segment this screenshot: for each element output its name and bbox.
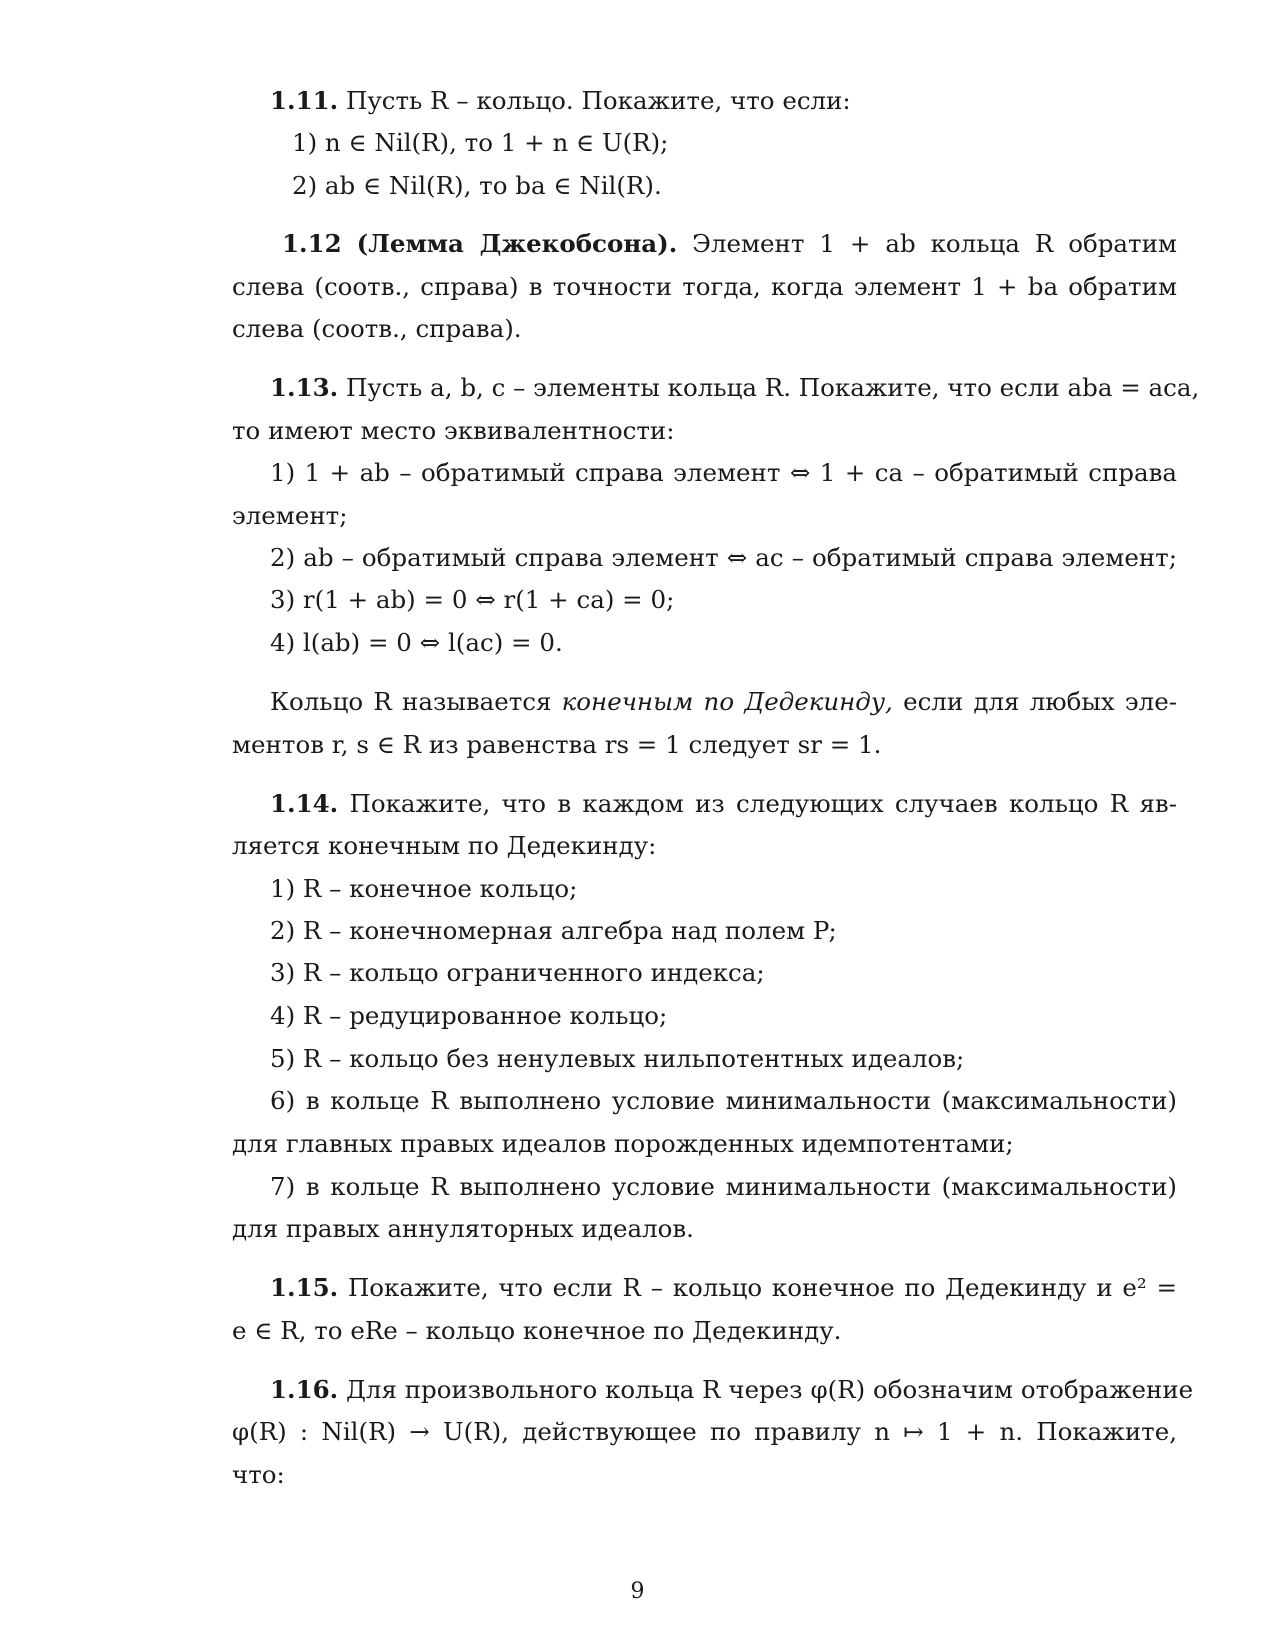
problem-1-13-item-3: 3) r(1 + ab) = 0 ⇔ r(1 + ca) = 0; (270, 585, 675, 614)
problem-1-15-line-2: e ∈ R, то eRe – кольцо конечное по Дедекинду. (232, 1316, 842, 1345)
problem-1-14-line-1: 1.14. Покажите, что в каждом из следующих случаев кольцо R яв- (270, 789, 1177, 818)
problem-number: 1.11. (270, 86, 339, 115)
definition-line-1: Кольцо R называется конечным по Дедекинду, если для любых эле- (270, 687, 1177, 716)
problem-1-14-item-7: 7) в кольце R выполнено условие минимальности (максимальности) (270, 1172, 1177, 1201)
problem-1-14-item-3: 3) R – кольцо ограниченного индекса; (270, 958, 765, 987)
problem-1-13-item-1-cont: элемент; (232, 501, 348, 530)
problem-1-13-line-1: 1.13. Пусть a, b, c – элементы кольца R. Покажите, что если aba = aca, (270, 373, 1200, 402)
lemma-title: (Лемма Джекобсона). (356, 229, 678, 258)
problem-1-14-item-6: 6) в кольце R выполнено условие минимальности (максимальности) (270, 1086, 1177, 1115)
problem-1-16-line-3: что: (232, 1460, 285, 1489)
document-page (232, 0, 1200, 1651)
problem-1-16-line-2: φ(R) : Nil(R) → U(R), действующее по правилу n ↦ 1 + n. Покажите, (232, 1417, 1177, 1446)
problem-number: 1.14. (270, 789, 339, 818)
problem-1-12-line-1: 1.12 (Лемма Джекобсона). Элемент 1 + ab кольца R обратим (282, 229, 1177, 258)
defined-term: конечным по Дедекинду, (561, 687, 893, 716)
problem-1-11-line-1: 1.11. Пусть R – кольцо. Покажите, что если: (270, 86, 851, 115)
problem-1-14-line-2: ляется конечным по Дедекинду: (232, 831, 657, 860)
problem-1-13-item-1: 1) 1 + ab – обратимый справа элемент ⇔ 1 + ca – обратимый справа (270, 458, 1177, 487)
problem-number: 1.12 (282, 229, 342, 258)
problem-1-11-item-1: 1) n ∈ Nil(R), то 1 + n ∈ U(R); (292, 128, 669, 157)
problem-1-11-item-2: 2) ab ∈ Nil(R), то ba ∈ Nil(R). (292, 171, 662, 200)
problem-1-14-item-5: 5) R – кольцо без ненулевых нильпотентных идеалов; (270, 1044, 965, 1073)
definition-line-2: ментов r, s ∈ R из равенства rs = 1 следует sr = 1. (232, 730, 882, 759)
problem-1-14-item-1: 1) R – конечное кольцо; (270, 874, 578, 903)
problem-1-13-item-2: 2) ab – обратимый справа элемент ⇔ ac – обратимый справа элемент; (270, 543, 1177, 572)
problem-1-12-line-3: слева (соотв., справа). (232, 314, 522, 343)
problem-1-14-item-2: 2) R – конечномерная алгебра над полем P; (270, 916, 837, 945)
problem-1-13-line-2: то имеют место эквивалентности: (232, 416, 675, 445)
problem-number: 1.16. (270, 1375, 339, 1404)
problem-1-14-item-4: 4) R – редуцированное кольцо; (270, 1001, 668, 1030)
problem-1-14-item-7-cont: для правых аннуляторных идеалов. (232, 1214, 694, 1243)
problem-1-15-line-1: 1.15. Покажите, что если R – кольцо конечное по Дедекинду и e² = (270, 1273, 1177, 1302)
problem-number: 1.15. (270, 1273, 339, 1302)
problem-1-12-line-2: слева (соотв., справа) в точности тогда, когда элемент 1 + ba обратим (232, 272, 1177, 301)
problem-number: 1.13. (270, 373, 339, 402)
problem-1-13-item-4: 4) l(ab) = 0 ⇔ l(ac) = 0. (270, 628, 563, 657)
problem-1-14-item-6-cont: для главных правых идеалов порожденных идемпотентами; (232, 1129, 1014, 1158)
page-number: 9 (630, 1579, 645, 1604)
problem-1-16-line-1: 1.16. Для произвольного кольца R через φ(R) обозначим отображение (270, 1375, 1194, 1404)
